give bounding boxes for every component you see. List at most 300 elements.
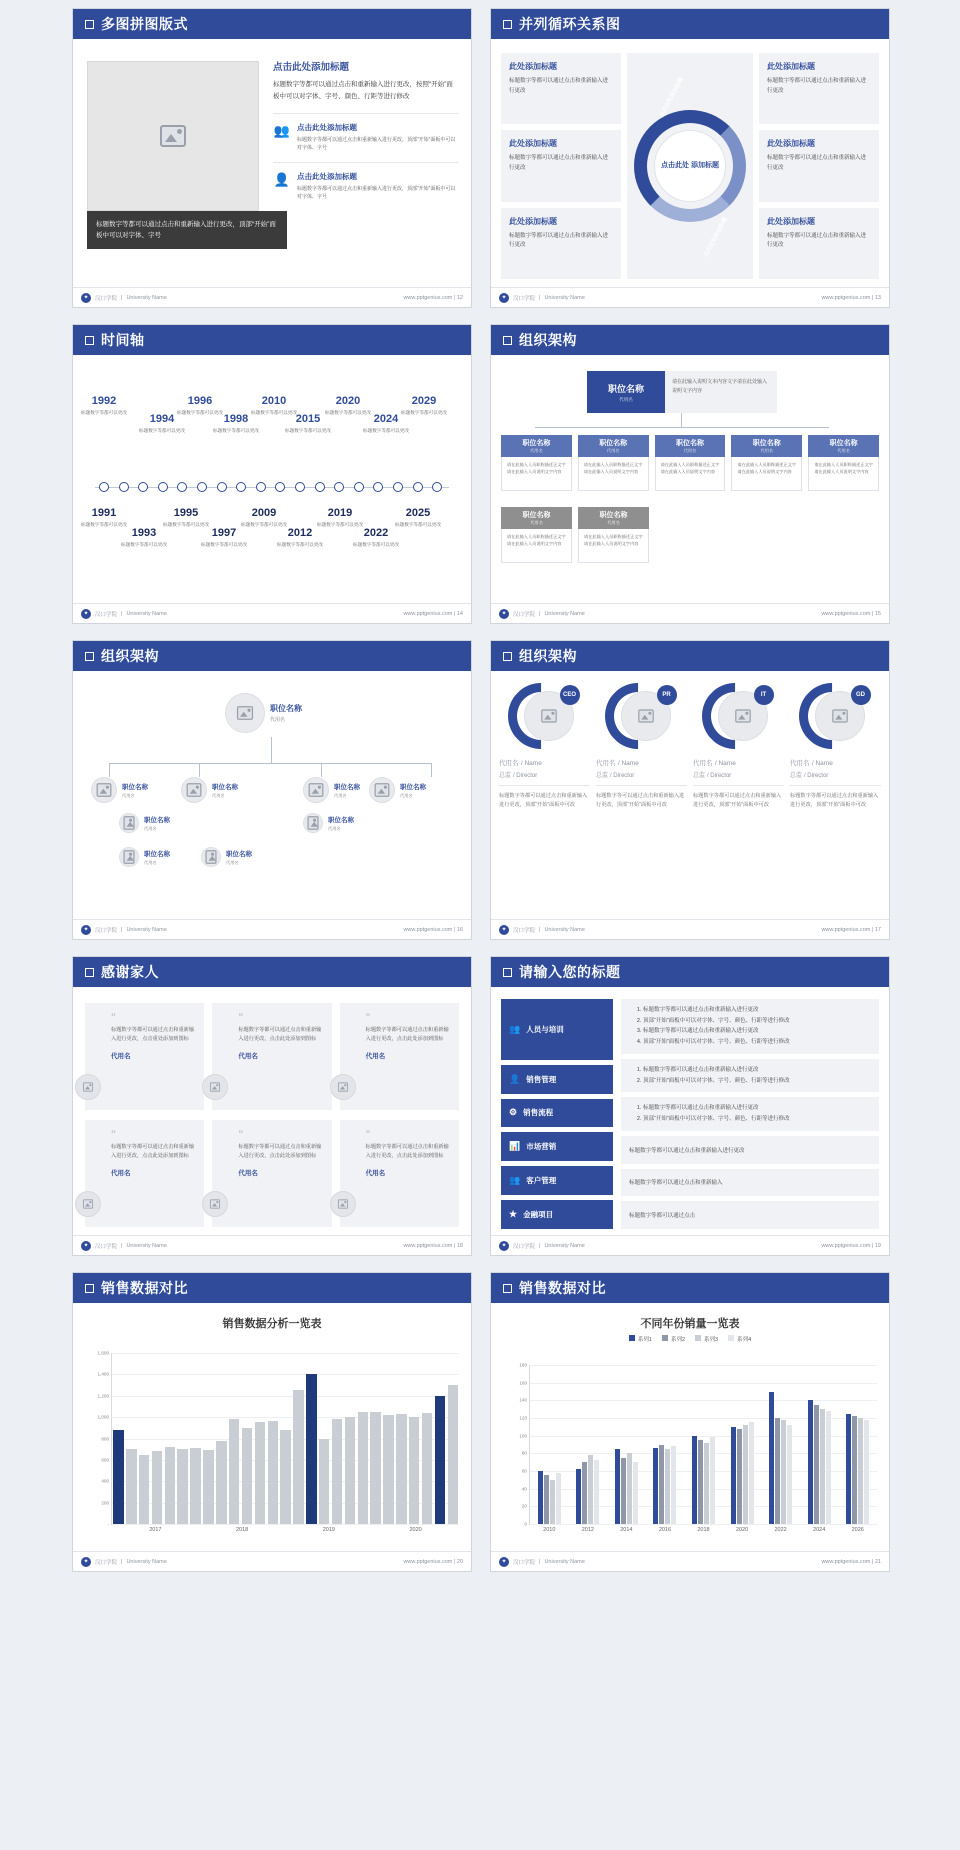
- bar: [781, 1420, 786, 1524]
- connector: [681, 413, 682, 427]
- slide-title: 多图拼图版式: [101, 16, 188, 32]
- bar: [737, 1429, 742, 1524]
- timeline-dot: [197, 482, 207, 492]
- box-title: 此处添加标题: [767, 62, 815, 71]
- testimonial-text: 标题数字等都可以通过点击和重新输入进行更改，点击此处添加到图标: [238, 1027, 322, 1043]
- users-icon: 👥: [273, 123, 291, 139]
- y-tick-label: 0: [524, 1521, 527, 1527]
- x-tick-label: 2012: [581, 1527, 594, 1533]
- timeline-desc: 标题数字等都可以更改: [363, 428, 409, 433]
- slide-sales-chart-2[interactable]: [490, 1272, 890, 1572]
- bar-group: [761, 1365, 800, 1524]
- x-tick-label: 2017: [149, 1527, 162, 1533]
- bar: [710, 1437, 715, 1524]
- footer-school: 汉口学院: [513, 1243, 536, 1250]
- team-member[interactable]: [693, 679, 784, 917]
- testimonial-name: 代用名: [238, 1169, 258, 1177]
- panel-text: 标题数字等都可以通过点击: [629, 1213, 696, 1220]
- panel-text: 标题数字等都可以通过点击和重新输入进行更改: [629, 1147, 745, 1154]
- timeline-desc: 标题数字等都可以更改: [201, 542, 247, 547]
- org-card[interactable]: [808, 435, 879, 491]
- org-card-header: 职位名称 代用名: [731, 435, 802, 457]
- bar: [126, 1449, 136, 1524]
- box-title: 此处添加标题: [767, 139, 815, 149]
- slide-parallel-cycle[interactable]: [490, 8, 890, 308]
- y-tick-label: 40: [521, 1486, 527, 1492]
- bar: [621, 1458, 626, 1524]
- image-icon: [307, 816, 318, 830]
- image-placeholder[interactable]: [87, 61, 259, 211]
- y-tick-label: 160: [519, 1380, 527, 1386]
- cycle-center-label: 点击此处 添加标题: [654, 130, 726, 202]
- content-panels: [621, 999, 879, 1229]
- bar: [550, 1480, 555, 1524]
- slide-footer: ✦ 汉口学院 | University Name www.pptgenius.com | 18: [73, 1235, 471, 1255]
- org-card-body: 请在此输入人员职称描述正文字请在此输入人员说明文字内容: [731, 457, 802, 491]
- footer-site: www.pptgenius.com: [403, 294, 453, 301]
- timeline-desc: 标题数字等都可以更改: [285, 428, 331, 433]
- x-tick-label: 2018: [697, 1527, 710, 1533]
- org-card-header: 职位名称 代用名: [655, 435, 726, 457]
- bar: [615, 1449, 620, 1524]
- timeline-desc: 标题数字等都可以更改: [177, 410, 223, 415]
- footer-university: University Name: [126, 1558, 167, 1565]
- testimonial-card[interactable]: [340, 1120, 459, 1227]
- timeline-dot: [432, 482, 442, 492]
- image-icon: [338, 1082, 348, 1091]
- slide-header: [73, 325, 471, 355]
- image-icon: [338, 1199, 348, 1208]
- box-title: 此处添加标题: [509, 216, 557, 226]
- team-member[interactable]: [596, 679, 687, 917]
- org-card-body: 请在此输入人员职称描述正文字请在此输入人员说明文字内容: [501, 457, 572, 491]
- member-name: 代用名 / Name: [790, 760, 833, 767]
- text-box: [759, 130, 879, 201]
- org-card[interactable]: [578, 435, 649, 491]
- timeline-year: 1991: [91, 507, 117, 519]
- category-button-finance[interactable]: [501, 1200, 613, 1229]
- timeline-year: 2029: [411, 395, 437, 407]
- content-panel: [621, 1059, 879, 1092]
- member-role: 总监 / Director: [499, 773, 538, 779]
- text-box: [501, 130, 621, 201]
- timeline-desc: 标题数字等都可以更改: [241, 522, 287, 527]
- square-icon: [503, 20, 512, 29]
- footer-site: www.pptgenius.com: [821, 610, 871, 617]
- image-icon: [541, 709, 557, 722]
- image-icon: [735, 709, 751, 722]
- box-text: 标题数字等都可以通过点击和重新输入进行更改: [767, 78, 867, 94]
- x-tick-label: 2020: [409, 1527, 422, 1533]
- org-card-body: 请在此输入人员职称描述正文字请在此输入人员说明文字内容: [578, 529, 649, 563]
- timeline-year: 2022: [363, 527, 389, 539]
- y-tick-label: 800: [101, 1436, 109, 1441]
- org-node[interactable]: [91, 777, 148, 803]
- footer-school: 汉口学院: [95, 1559, 118, 1566]
- slide-footer: ✦ 汉口学院 | University Name www.pptgenius.com | 13: [491, 287, 889, 307]
- org-node[interactable]: [369, 777, 426, 803]
- x-tick-label: 2014: [620, 1527, 633, 1533]
- bar: [544, 1475, 549, 1524]
- timeline-year: 1996: [187, 395, 213, 407]
- box-text: 标题数字等都可以通过点击和重新输入进行更改: [509, 232, 609, 249]
- footer-site: www.pptgenius.com: [821, 294, 871, 301]
- bar: [775, 1418, 780, 1524]
- timeline-year: 2010: [261, 395, 287, 407]
- page-number: 21: [874, 1558, 881, 1565]
- bar-group: [530, 1365, 569, 1524]
- org-node[interactable]: [303, 777, 360, 803]
- bar: [383, 1415, 393, 1524]
- cycle-diagram: [627, 53, 753, 279]
- image-icon: [83, 1199, 93, 1208]
- flow-icon: ⚙: [509, 1107, 518, 1118]
- slide-footer: ✦ 汉口学院 | University Name www.pptgenius.com | 21: [491, 1551, 889, 1571]
- org-root-name: 职位名称: [607, 383, 644, 394]
- testimonial-card[interactable]: [340, 1003, 459, 1110]
- avatar: [330, 1191, 356, 1217]
- category-label: 人员与培训: [526, 1024, 564, 1034]
- timeline-dot: [413, 482, 423, 492]
- quote-icon: “: [365, 1012, 371, 1023]
- org-card[interactable]: [501, 435, 572, 491]
- bar: [576, 1469, 581, 1524]
- box-text: 标题数字等都可以通过点击和重新输入进行更改: [509, 155, 609, 171]
- timeline-desc: 标题数字等都可以更改: [401, 410, 447, 415]
- org-card[interactable]: [655, 435, 726, 491]
- list-item-text: 标题数字等都可以通过点击和重新输入进行更改，顶部“开始”面板中可以对字体、字号: [297, 137, 456, 152]
- member-name: 代用名 / Name: [499, 760, 542, 767]
- slide-footer: ✦ 汉口学院 | University Name www.pptgenius.com | 20: [73, 1551, 471, 1571]
- category-button-sales-process[interactable]: [501, 1099, 613, 1128]
- category-button-training[interactable]: [501, 999, 613, 1060]
- timeline-year: 1997: [211, 527, 237, 539]
- bar: [808, 1400, 813, 1524]
- bar-series: [112, 1353, 459, 1524]
- section-paragraph: 标题数字等都可以通过点击和重新输入进行更改，按照“开始”面板中可以对字体、字号、颜色、行距等进行修改: [273, 81, 453, 101]
- logo-icon: ✦: [81, 609, 91, 619]
- slide-timeline[interactable]: [72, 324, 472, 624]
- timeline-dot: [217, 482, 227, 492]
- logo-icon: ✦: [499, 609, 509, 619]
- slide-org-structure-2[interactable]: [72, 640, 472, 940]
- timeline-year: 2015: [295, 413, 321, 425]
- image-icon: [375, 783, 390, 797]
- timeline-dot: [256, 482, 266, 492]
- bar-group: [607, 1365, 646, 1524]
- timeline-year: 1998: [223, 413, 249, 425]
- org-card-header: 职位名称 代用名: [501, 507, 572, 529]
- bar: [242, 1428, 252, 1524]
- footer-site: www.pptgenius.com: [403, 926, 453, 933]
- role-badge: IT: [754, 685, 774, 705]
- x-tick-label: 2019: [322, 1527, 335, 1533]
- timeline-year: 1993: [131, 527, 157, 539]
- bar: [370, 1412, 380, 1524]
- chart-title: 销售数据分析一览表: [222, 1318, 322, 1330]
- timeline-dot: [99, 482, 109, 492]
- bar: [692, 1436, 697, 1524]
- org-root-card: [587, 371, 777, 413]
- y-tick-label: 1,400: [97, 1371, 109, 1377]
- legend-item: 系列3: [695, 1335, 718, 1343]
- page-number: 20: [456, 1558, 463, 1565]
- chart-icon: 📊: [509, 1141, 521, 1152]
- bar: [671, 1446, 676, 1524]
- org-subnode[interactable]: [201, 847, 252, 867]
- footer-school: 汉口学院: [513, 1559, 536, 1566]
- bar: [588, 1455, 593, 1524]
- org-subnode[interactable]: [303, 813, 354, 833]
- y-tick-label: 200: [101, 1500, 109, 1506]
- category-button-marketing[interactable]: [501, 1132, 613, 1161]
- x-tick-label: 2010: [543, 1527, 556, 1533]
- org-subnode[interactable]: [119, 813, 170, 833]
- category-button-sales-management[interactable]: [501, 1065, 613, 1094]
- org-card[interactable]: [578, 507, 649, 563]
- connector: [109, 763, 110, 777]
- panel-text: 标题数字等都可以通过点击和重新输入: [629, 1180, 723, 1187]
- list-item-text: 标题数字等都可以通过点击和重新输入进行更改，顶部“开始”面板中可以对字体、字号: [297, 186, 456, 201]
- org-root-sub: 代用名: [619, 396, 633, 402]
- square-icon: [503, 1284, 512, 1293]
- role-badge: PR: [657, 685, 677, 705]
- footer-site: www.pptgenius.com: [821, 926, 871, 933]
- avatar: [369, 777, 395, 803]
- chart-area: [81, 1349, 463, 1545]
- timeline-year: 2020: [335, 395, 361, 407]
- testimonial-card[interactable]: [85, 1120, 204, 1227]
- avatar: [225, 693, 265, 733]
- timeline-dot: [295, 482, 305, 492]
- finance-icon: ★: [509, 1209, 518, 1220]
- square-icon: [85, 336, 94, 345]
- timeline-year: 1994: [149, 413, 175, 425]
- legend-item: 系列2: [662, 1335, 685, 1343]
- testimonial-name: 代用名: [365, 1169, 386, 1177]
- org-row-1: [501, 435, 879, 491]
- org-subnode[interactable]: [119, 847, 170, 867]
- timeline-dot: [315, 482, 325, 492]
- org-card[interactable]: [731, 435, 802, 491]
- category-label: 市场营销: [526, 1142, 557, 1152]
- image-icon: [187, 783, 202, 797]
- logo-icon: ✦: [499, 1241, 509, 1251]
- avatar: [303, 777, 329, 803]
- bar: [152, 1451, 162, 1524]
- square-icon: [85, 652, 94, 661]
- box-text: 标题数字等都可以通过点击和重新输入进行更改: [767, 232, 867, 249]
- timeline-year: 1995: [173, 507, 199, 519]
- org-node-name: 职位名称 代用名: [226, 850, 252, 865]
- footer-school: 汉口学院: [95, 611, 118, 618]
- chart-area: [499, 1361, 881, 1545]
- slide-multi-image-layout[interactable]: [72, 8, 472, 308]
- avatar: [91, 777, 117, 803]
- org-root[interactable]: [225, 693, 302, 733]
- testimonial-text: 标题数字等都可以通过点击和重新输入进行更改，点击重处添加到图标: [111, 1027, 195, 1043]
- org-node[interactable]: [181, 777, 238, 803]
- footer-school: 汉口学院: [95, 295, 118, 302]
- footer-university: University Name: [544, 926, 585, 933]
- quote-icon: “: [238, 1129, 244, 1140]
- image-caption: 标题数字等都可以通过点击和重新输入进行更改，顶部“开始”面板中可以对字体、字号: [87, 211, 287, 249]
- quote-icon: “: [238, 1012, 244, 1023]
- timeline-year: 2019: [327, 507, 353, 519]
- bar-group: [684, 1365, 723, 1524]
- list-item: 2. 顶部“开始”面板中可以对字体、字号、颜色、行距等进行修改: [643, 1016, 871, 1027]
- team-member[interactable]: [499, 679, 590, 917]
- org-card-header: 职位名称 代用名: [501, 435, 572, 457]
- image-icon: [638, 709, 654, 722]
- bar: [255, 1422, 265, 1524]
- left-column: [501, 53, 621, 279]
- slide-footer: ✦ 汉口学院 | University Name www.pptgenius.com | 19: [491, 1235, 889, 1255]
- list-item: 1. 标题数字等都可以通过点击和重新输入进行更改: [643, 1065, 871, 1076]
- text-box: [759, 53, 879, 124]
- image-icon: [205, 850, 216, 864]
- org-node-name: 职位名称 代用名: [334, 783, 360, 798]
- footer-school: 汉口学院: [513, 611, 536, 618]
- page-number: 16: [456, 926, 463, 933]
- x-tick-label: 2018: [236, 1527, 249, 1533]
- bar: [435, 1396, 445, 1524]
- bar: [422, 1413, 432, 1524]
- testimonial-card[interactable]: [212, 1003, 331, 1110]
- category-label: 销售管理: [526, 1074, 557, 1084]
- y-tick-label: -: [107, 1521, 109, 1527]
- x-tick-label: 2026: [851, 1527, 864, 1533]
- bar: [139, 1455, 149, 1524]
- member-role: 总监 / Director: [693, 773, 732, 779]
- slide-header: [491, 1273, 889, 1303]
- testimonial-card[interactable]: [212, 1120, 331, 1227]
- y-tick-label: 400: [101, 1478, 109, 1484]
- avatar-group: [605, 683, 679, 749]
- org-card-body: 请在此输入人员职称描述正文字请在此输入人员说明文字内容: [501, 529, 572, 563]
- slide-title-list[interactable]: [490, 956, 890, 1256]
- footer-school: 汉口学院: [513, 927, 536, 934]
- bar-group: [800, 1365, 839, 1524]
- org-root-text: 请在此输入说明文本内容文字请在此处输入说明文字内容: [665, 371, 777, 413]
- slide-thanks-family[interactable]: [72, 956, 472, 1256]
- footer-site: www.pptgenius.com: [403, 1242, 453, 1249]
- footer-site: www.pptgenius.com: [403, 1558, 453, 1565]
- bar: [743, 1425, 748, 1524]
- slide-header: [491, 957, 889, 987]
- org-card-body: 请在此输入人员职称描述正文字请在此输入人员说明文字内容: [808, 457, 879, 491]
- category-button-customer[interactable]: [501, 1166, 613, 1195]
- bar: [852, 1416, 857, 1524]
- team-member[interactable]: [790, 679, 881, 917]
- timeline-year: 2025: [405, 507, 431, 519]
- bar: [665, 1449, 670, 1524]
- slide-org-structure-1[interactable]: [490, 324, 890, 624]
- bar: [864, 1420, 869, 1524]
- timeline-desc: 标题数字等都可以更改: [353, 542, 399, 547]
- page-number: 15: [874, 610, 881, 617]
- timeline-dot: [119, 482, 129, 492]
- x-tick-label: 2016: [658, 1527, 672, 1533]
- timeline: [73, 355, 471, 603]
- slide-title: 组织架构: [519, 648, 577, 664]
- timeline-dot: [177, 482, 187, 492]
- list-item: [273, 162, 459, 201]
- bar: [293, 1390, 303, 1524]
- logo-icon: ✦: [81, 1557, 91, 1567]
- avatar-group: [508, 683, 582, 749]
- timeline-desc: 标题数字等都可以更改: [325, 410, 371, 415]
- bar: [165, 1447, 175, 1524]
- org-root-name: 职位名称 代用名: [270, 704, 302, 723]
- cycle-arc-label: 点击此处添加标题: [702, 216, 729, 259]
- logo-icon: ✦: [499, 293, 509, 303]
- y-tick-label: 1,200: [97, 1393, 109, 1399]
- image-icon: [97, 783, 112, 797]
- image-icon: [210, 1082, 220, 1091]
- y-tick-label: 140: [519, 1397, 527, 1403]
- page-number: 17: [874, 926, 881, 933]
- timeline-dot: [334, 482, 344, 492]
- slide-title: 销售数据对比: [519, 1280, 606, 1296]
- list-item: [273, 113, 459, 152]
- bar-group: [839, 1365, 878, 1524]
- slide-sales-chart-1[interactable]: [72, 1272, 472, 1572]
- timeline-desc: 标题数字等都可以更改: [121, 542, 167, 547]
- bar: [177, 1449, 187, 1524]
- avatar: [75, 1191, 101, 1217]
- text-box: [501, 208, 621, 279]
- slide-team-members[interactable]: [490, 640, 890, 940]
- footer-university: University Name: [544, 1558, 585, 1565]
- bar-group: [646, 1365, 685, 1524]
- testimonial-name: 代用名: [365, 1052, 386, 1060]
- bar: [345, 1417, 355, 1524]
- legend-item: 系列4: [728, 1335, 751, 1343]
- timeline-desc: 标题数字等都可以更改: [277, 542, 323, 547]
- timeline-desc: 标题数字等都可以更改: [395, 522, 441, 527]
- logo-icon: ✦: [81, 1241, 91, 1251]
- slide-header: [73, 9, 471, 39]
- image-icon: [123, 850, 134, 864]
- y-tick-label: 60: [521, 1468, 527, 1474]
- testimonial-card[interactable]: [85, 1003, 204, 1110]
- org-node-name: 职位名称 代用名: [212, 783, 238, 798]
- slide-title: 请输入您的标题: [519, 964, 621, 980]
- bar: [268, 1421, 278, 1524]
- org-card[interactable]: [501, 507, 572, 563]
- bar: [704, 1443, 709, 1524]
- square-icon: [85, 20, 94, 29]
- list-item: 3. 标题数字等都可以通过点击和重新输入进行更改: [643, 1026, 871, 1037]
- text-column: [273, 59, 459, 201]
- logo-icon: ✦: [499, 1557, 509, 1567]
- bar: [582, 1462, 587, 1524]
- square-icon: [85, 968, 94, 977]
- user-icon: 👤: [273, 172, 291, 188]
- box-title: 此处添加标题: [767, 216, 815, 226]
- content-panel: [621, 1201, 879, 1229]
- y-tick-label: 1,600: [97, 1350, 109, 1356]
- bar: [280, 1430, 290, 1524]
- timeline-dot: [158, 482, 168, 492]
- slide-title: 组织架构: [101, 648, 159, 664]
- bar: [826, 1411, 831, 1524]
- bar: [448, 1385, 458, 1524]
- bar: [203, 1450, 213, 1524]
- footer-site: www.pptgenius.com: [403, 610, 453, 617]
- bar-group: [569, 1365, 608, 1524]
